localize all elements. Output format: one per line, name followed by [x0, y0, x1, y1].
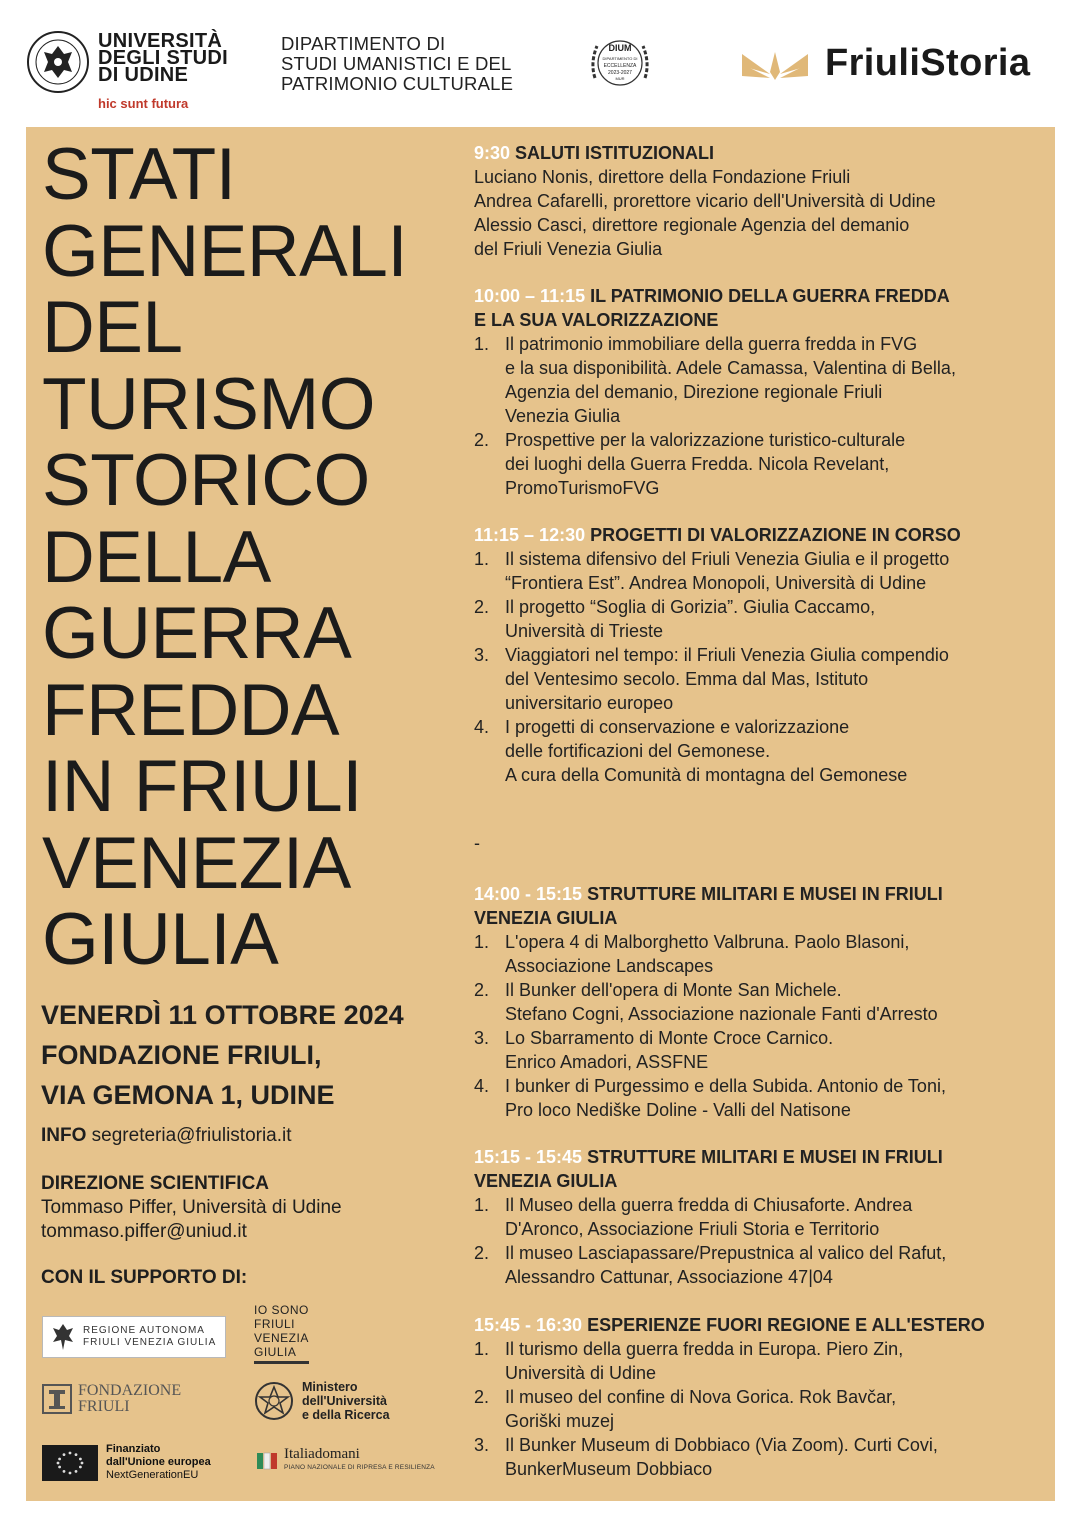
io-sono-fvg-logo [254, 1303, 309, 1364]
scientific-direction [41, 1172, 342, 1244]
iosono-line: GIULIA [254, 1345, 297, 1359]
talk-number: 3. [474, 1028, 490, 1048]
title-line: VENEZIA [42, 822, 351, 904]
title-line: STORICO [42, 440, 370, 521]
program-session [474, 284, 1044, 500]
regione-line: REGIONE AUTONOMA [83, 1325, 205, 1336]
session-time: 10:00 – 11:15 [474, 286, 586, 306]
title-line: STATI [42, 134, 236, 215]
program-session [474, 882, 1044, 1122]
event-info [41, 995, 404, 1115]
talk-item [474, 332, 1044, 428]
program-session [474, 1313, 1044, 1481]
regione-fvg-logo [42, 1316, 226, 1358]
talk-number: 2. [474, 597, 490, 617]
university-name [98, 30, 228, 86]
title-line: FREDDA [42, 669, 340, 751]
ministero-line: dell'Università [302, 1394, 387, 1408]
talk-number: 3. [474, 1435, 490, 1455]
fondazione-friuli-logo [42, 1383, 181, 1415]
session-line: Luciano Nonis, direttore della Fondazione Friuli [474, 167, 851, 187]
talk-item [474, 1241, 1044, 1289]
university-name-line: DI UDINE [98, 64, 189, 86]
poster-panel [26, 127, 1055, 1501]
talk-item [474, 1193, 1044, 1241]
university-name-line: UNIVERSITÀ [98, 30, 223, 52]
talk-line: Il museo Lasciapassare/Prepustnica al valico del Rafut, [505, 1243, 947, 1263]
talk-line: Agenzia del demanio, Direzione regionale Friuli [505, 382, 883, 402]
talk-number: 4. [474, 717, 490, 737]
direction-email-link[interactable]: tommaso.piffer@uniud.it [41, 1221, 247, 1242]
program-session [474, 1145, 1044, 1289]
talk-line: Pro loco Nediške Doline - Valli del Natisone [505, 1100, 851, 1120]
talk-line: Il turismo della guerra fredda in Europa. Piero Zin, [505, 1339, 904, 1359]
university-seal-icon [26, 30, 90, 94]
dium-badge-text: 2023-2027 [608, 70, 632, 76]
eu-flag-icon [42, 1445, 98, 1481]
session-title: IL PATRIMONIO DELLA GUERRA FREDDA [585, 286, 950, 306]
event-venue: FONDAZIONE FRIULI, [41, 1040, 322, 1070]
ministero-logo [254, 1379, 390, 1423]
info-contact [41, 1124, 292, 1148]
session-title: STRUTTURE MILITARI E MUSEI IN FRIULI [582, 884, 943, 904]
talk-item [474, 715, 1044, 787]
talk-line: Il museo del confine di Nova Gorica. Rok Bavčar, [505, 1387, 897, 1407]
separator-dash: - [474, 833, 480, 853]
talk-number: 1. [474, 549, 490, 569]
talk-item [474, 1074, 1044, 1122]
session-time: 15:15 - 15:45 [474, 1147, 583, 1167]
talk-line: A cura della Comunità di montagna del Gemonese [505, 765, 908, 785]
session-time: 9:30 [474, 143, 511, 163]
talk-line: Università di Trieste [505, 621, 664, 641]
session-heading [474, 141, 1044, 165]
talk-line: Associazione Landscapes [505, 956, 714, 976]
session-title-continued: VENEZIA GIULIA [474, 1171, 618, 1191]
info-email-link[interactable]: segreteria@friulistoria.it [91, 1125, 292, 1146]
talk-number: 1. [474, 1339, 490, 1359]
talk-line: Stefano Cogni, Associazione nazionale Fanti d'Arresto [505, 1004, 938, 1024]
session-title: SALUTI ISTITUZIONALI [510, 143, 715, 163]
department-line: DIPARTIMENTO DI [281, 33, 446, 54]
talk-line: “Frontiera Est”. Andrea Monopoli, Università di Udine [505, 573, 927, 593]
session-heading [474, 284, 1044, 308]
title-line: GIULIA [42, 899, 279, 980]
talk-line: L'opera 4 di Malborghetto Valbruna. Paolo Blasoni, [505, 932, 910, 952]
iosono-line: VENEZIA [254, 1331, 309, 1345]
talk-item [474, 547, 1044, 595]
session-line: Alessio Casci, direttore regionale Agenzia del demanio [474, 215, 910, 235]
info-label: INFO [41, 1125, 87, 1146]
direction-heading: DIREZIONE SCIENTIFICA [41, 1173, 270, 1194]
session-heading [474, 523, 1044, 547]
talk-item [474, 428, 1044, 500]
eu-line: NextGenerationEU [106, 1469, 199, 1481]
friulistoria-logo-icon [740, 44, 810, 84]
iosono-line: FRIULI [254, 1317, 296, 1331]
fondazione-line: FONDAZIONE [78, 1382, 182, 1399]
program-session [474, 523, 1044, 787]
talk-line: e la sua disponibilità. Adele Camassa, Valentina di Bella, [505, 358, 956, 378]
friulistoria-brand: FriuliStoria [825, 42, 1031, 84]
talk-line: dei luoghi della Guerra Fredda. Nicola Revelant, [505, 454, 890, 474]
talk-number: 1. [474, 932, 490, 952]
talk-line: BunkerMuseum Dobbiaco [505, 1459, 713, 1479]
session-title: STRUTTURE MILITARI E MUSEI IN FRIULI [582, 1147, 943, 1167]
talk-line: Venezia Giulia [505, 406, 621, 426]
talk-item [474, 595, 1044, 643]
talk-item [474, 643, 1044, 715]
dium-badge-text: DIPARTIMENTO DI [602, 56, 638, 61]
title-line: DELLA [42, 516, 271, 598]
talk-number: 4. [474, 1076, 490, 1096]
talk-line: I progetti di conservazione e valorizzazione [505, 717, 850, 737]
talk-item [474, 1026, 1044, 1074]
session-title: PROGETTI DI VALORIZZAZIONE IN CORSO [585, 525, 961, 545]
session-title-continued: E LA SUA VALORIZZAZIONE [474, 310, 719, 330]
talk-number: 1. [474, 334, 490, 354]
session-time: 11:15 – 12:30 [474, 525, 586, 545]
talk-line: Il progetto “Soglia di Gorizia”. Giulia Caccamo, [505, 597, 876, 617]
talk-line: I bunker di Purgessimo e della Subida. Antonio de Toni, [505, 1076, 946, 1096]
event-address: VIA GEMONA 1, UDINE [41, 1080, 335, 1110]
talk-number: 2. [474, 1243, 490, 1263]
talk-number: 2. [474, 430, 490, 450]
university-name-line: DEGLI STUDI [98, 47, 228, 69]
italiadomani-icon [256, 1450, 278, 1472]
iosono-line: IO SONO [254, 1303, 309, 1317]
talk-item [474, 978, 1044, 1026]
talk-line: PromoTurismoFVG [505, 478, 660, 498]
talk-line: del Ventesimo secolo. Emma dal Mas, Istituto [505, 669, 869, 689]
event-title [42, 134, 452, 980]
session-talk-list [474, 547, 1044, 787]
talk-item [474, 930, 1044, 978]
talk-line: Il Bunker Museum di Dobbiaco (Via Zoom). Curti Covi, [505, 1435, 938, 1455]
session-line: Andrea Cafarelli, prorettore vicario dell'Università di Udine [474, 191, 936, 211]
talk-line: Università di Udine [505, 1363, 657, 1383]
session-talk-list [474, 930, 1044, 1122]
talk-line: Lo Sbarramento di Monte Croce Carnico. [505, 1028, 834, 1048]
talk-line: Goriški muzej [505, 1411, 615, 1431]
talk-item [474, 1433, 1044, 1481]
talk-line: Il Bunker dell'opera di Monte San Michele. [505, 980, 842, 1000]
session-talk-list [474, 332, 1044, 500]
talk-line: universitario europeo [505, 693, 674, 713]
title-line: IN FRIULI [42, 746, 362, 827]
italiadomani-subtitle: PIANO NAZIONALE DI RIPRESA E RESILIENZA [284, 1464, 435, 1471]
department-line: PATRIMONIO CULTURALE [281, 73, 514, 94]
session-line: del Friuli Venezia Giulia [474, 239, 663, 259]
regione-line: FRIULI VENEZIA GIULIA [83, 1337, 217, 1348]
talk-number: 2. [474, 1387, 490, 1407]
session-time: 15:45 - 16:30 [474, 1315, 583, 1335]
direction-name: Tommaso Piffer, Università di Udine [41, 1197, 342, 1218]
support-heading: CON IL SUPPORTO DI: [41, 1267, 248, 1288]
session-talk-list [474, 1337, 1044, 1481]
ministero-line: Ministero [302, 1380, 358, 1394]
event-date: VENERDÌ 11 OTTOBRE 2024 [41, 1000, 404, 1030]
italian-emblem-icon [254, 1379, 294, 1423]
eu-funding-logo [42, 1443, 211, 1482]
dium-badge-title: DIUM [608, 43, 632, 53]
session-title: ESPERIENZE FUORI REGIONE E ALL'ESTERO [582, 1315, 985, 1335]
title-line: DEL [42, 287, 183, 368]
dium-badge-text: ECCELLENZA [603, 63, 637, 69]
session-heading [474, 1313, 1044, 1337]
program-session [474, 141, 1044, 261]
italiadomani-name: Italiadomani [284, 1446, 360, 1462]
title-line: GENERALI [42, 210, 408, 292]
dium-badge-icon [585, 28, 655, 98]
title-line: GUERRA [42, 593, 352, 674]
talk-line: Il patrimonio immobiliare della guerra fredda in FVG [505, 334, 918, 354]
session-title-continued: VENEZIA GIULIA [474, 908, 618, 928]
italiadomani-logo [256, 1447, 435, 1475]
talk-line: Alessandro Cattunar, Associazione 47|04 [505, 1267, 833, 1287]
eu-line: Finanziato [106, 1443, 161, 1455]
talk-item [474, 1385, 1044, 1433]
talk-number: 3. [474, 645, 490, 665]
ministero-line: e della Ricerca [302, 1408, 390, 1422]
talk-line: Il sistema difensivo del Friuli Venezia Giulia e il progetto [505, 549, 950, 569]
session-time: 14:00 - 15:15 [474, 884, 583, 904]
talk-line: delle fortificazioni del Gemonese. [505, 741, 771, 761]
session-talk-list [474, 1193, 1044, 1289]
fondazione-line: FRIULI [78, 1398, 130, 1415]
eu-line: dall'Unione europea [106, 1456, 211, 1468]
talk-line: Enrico Amadori, ASSFNE [505, 1052, 709, 1072]
talk-line: Il Museo della guerra fredda di Chiusaforte. Andrea [505, 1195, 913, 1215]
talk-line: Prospettive per la valorizzazione turistico-culturale [505, 430, 906, 450]
talk-number: 2. [474, 980, 490, 1000]
session-heading [474, 882, 1044, 906]
department-name [281, 34, 513, 94]
eagle-icon [51, 1322, 75, 1352]
university-motto: hic sunt futura [98, 96, 189, 111]
title-line: TURISMO [42, 363, 376, 445]
fondazione-icon [42, 1384, 72, 1414]
session-heading [474, 1145, 1044, 1169]
talk-item [474, 1337, 1044, 1385]
dium-badge-text: MUR [615, 76, 625, 81]
department-line: STUDI UMANISTICI E DEL [281, 53, 512, 74]
header [0, 0, 1080, 125]
talk-number: 1. [474, 1195, 490, 1215]
talk-line: D'Aronco, Associazione Friuli Storia e Territorio [505, 1219, 880, 1239]
talk-line: Viaggiatori nel tempo: il Friuli Venezia Giulia compendio [505, 645, 949, 665]
